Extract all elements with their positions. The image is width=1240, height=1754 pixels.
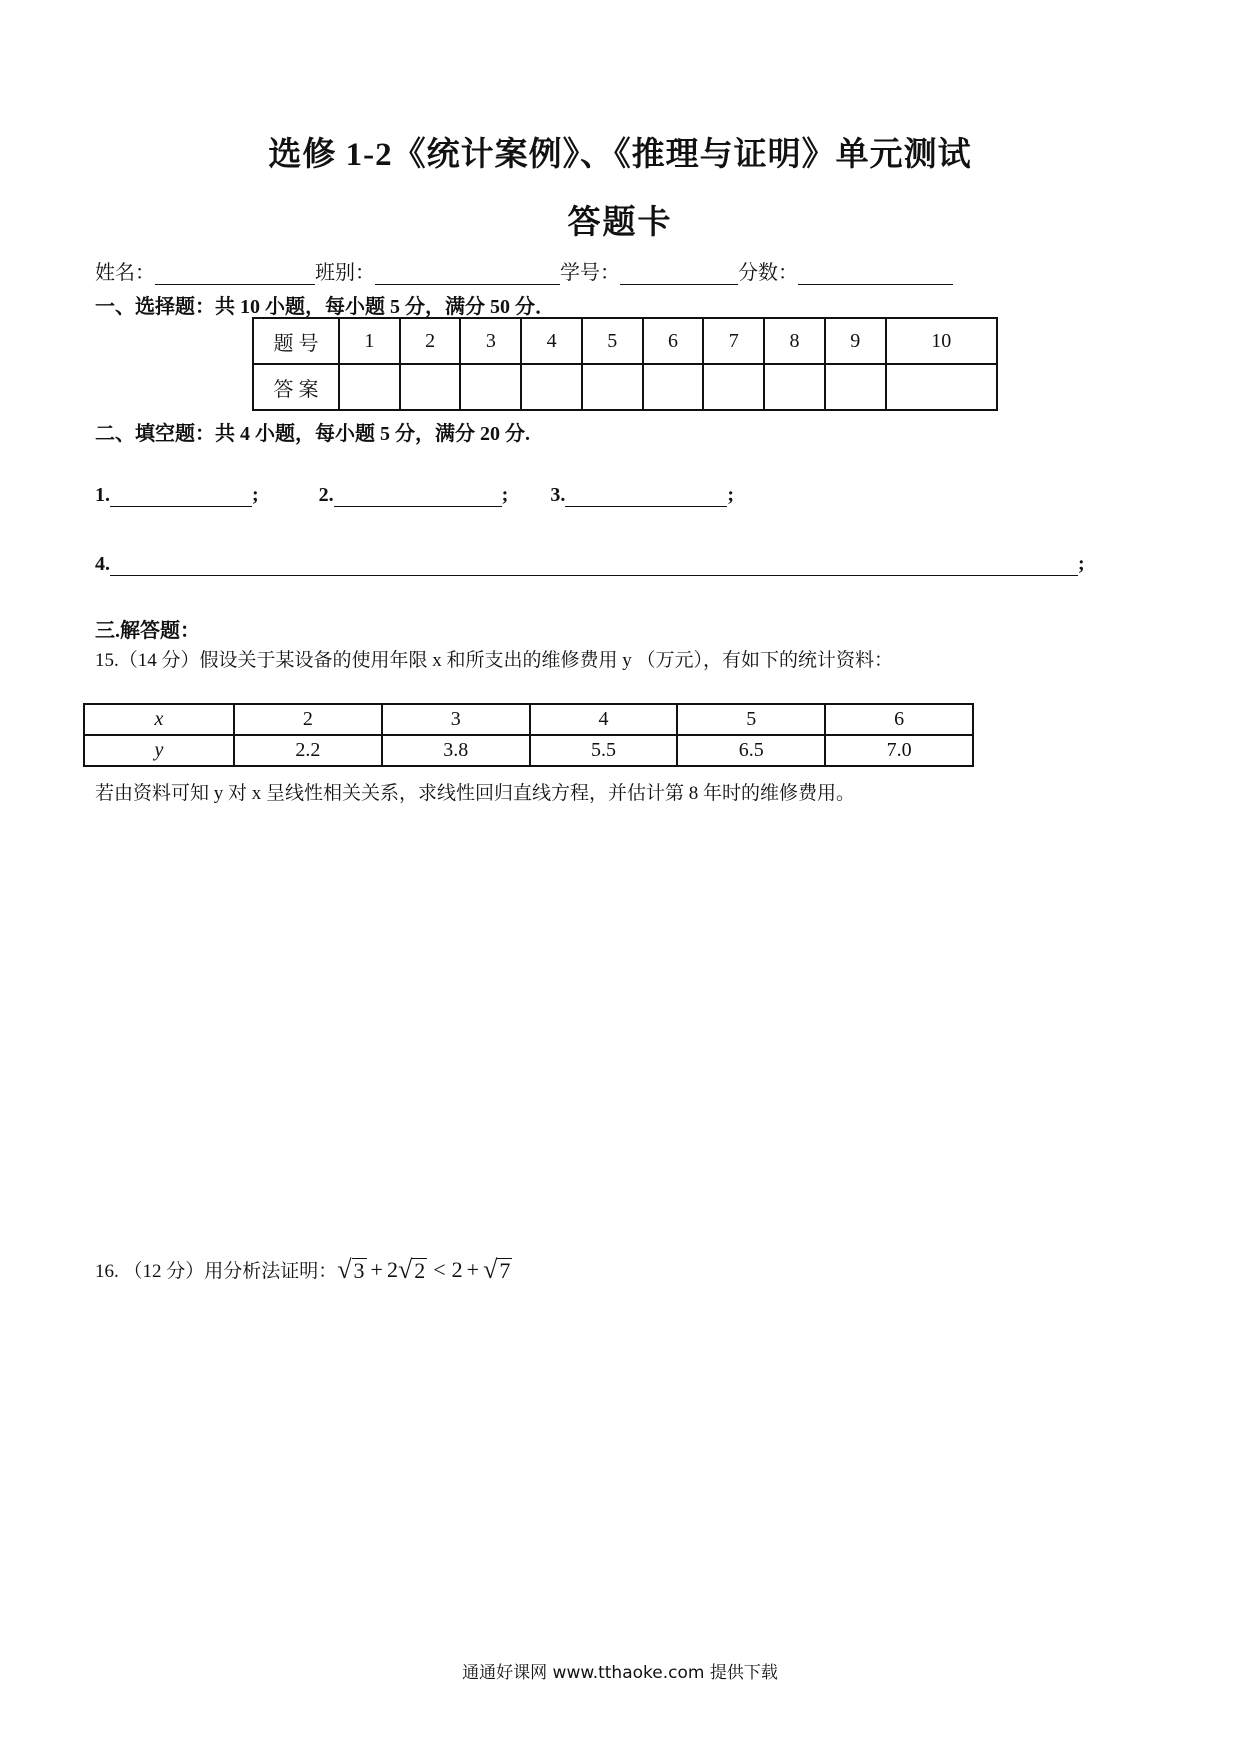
question-number-cell: 6 bbox=[643, 318, 704, 364]
question-number-cell: 1 bbox=[339, 318, 400, 364]
footer-source: 通通好课网 www.tthaoke.com 提供下载 bbox=[462, 1663, 778, 1683]
answer-cell[interactable] bbox=[764, 364, 825, 410]
answer-row bbox=[253, 364, 997, 410]
blank3-label: 3. bbox=[550, 484, 566, 506]
page-subtitle: 答题卡 bbox=[567, 205, 673, 241]
answer-cell[interactable] bbox=[825, 364, 886, 410]
name-label: 姓名： bbox=[95, 262, 155, 284]
question-16-text: 16. （12 分）用分析法证明： bbox=[95, 1261, 338, 1282]
question-number-cell: 8 bbox=[764, 318, 825, 364]
answer-cell[interactable] bbox=[521, 364, 582, 410]
question-number-cell: 4 bbox=[521, 318, 582, 364]
statistics-table bbox=[83, 703, 974, 767]
blank2-sep: ; bbox=[501, 484, 509, 506]
blank3-sep: ; bbox=[727, 484, 735, 506]
blank1-label: 1. bbox=[95, 484, 110, 506]
question-15-text: 15.（14 分）假设关于某设备的使用年限 x 和所支出的维修费用 y （万元），有如下的统计资料： bbox=[95, 650, 894, 671]
y-row bbox=[84, 735, 973, 766]
question-number-cell: 2 bbox=[400, 318, 461, 364]
row-label-answer: 答 案 bbox=[253, 364, 339, 410]
blank1-sep: ; bbox=[252, 484, 259, 506]
question-number-row bbox=[253, 318, 997, 364]
question-number-cell: 10 bbox=[886, 318, 997, 364]
x-value-cell: 5 bbox=[677, 704, 825, 735]
score-field[interactable] bbox=[798, 264, 953, 285]
name-field[interactable] bbox=[155, 264, 315, 285]
y-value-cell: 5.5 bbox=[530, 735, 678, 766]
answer-cell[interactable] bbox=[582, 364, 643, 410]
question-16-equation: √ 3 + 2 √ 2 < 2 + √ 7 bbox=[337, 1255, 511, 1284]
sqrt-3: √ 3 bbox=[337, 1255, 365, 1284]
class-field[interactable] bbox=[375, 264, 560, 285]
section2-heading: 二、填空题：共 4 小题，每小题 5 分，满分 20 分. bbox=[95, 423, 530, 445]
x-row bbox=[84, 704, 973, 735]
section1-heading: 一、选择题：共 10 小题，每小题 5 分，满分 50 分． bbox=[95, 296, 555, 318]
section3-heading: 三.解答题： bbox=[95, 620, 200, 642]
y-value-cell: 7.0 bbox=[825, 735, 973, 766]
x-value-cell: 4 bbox=[530, 704, 678, 735]
x-value-cell: 6 bbox=[825, 704, 973, 735]
blank1-field[interactable] bbox=[110, 486, 252, 507]
x-value-cell: 3 bbox=[382, 704, 530, 735]
answer-cell[interactable] bbox=[703, 364, 764, 410]
answer-cell[interactable] bbox=[339, 364, 400, 410]
id-label: 学号： bbox=[560, 262, 620, 284]
class-label: 班别： bbox=[315, 262, 375, 284]
x-value-cell: 2 bbox=[234, 704, 382, 735]
question-16 bbox=[95, 1256, 512, 1283]
fill-blank-row-2 bbox=[95, 553, 1085, 576]
y-value-cell: 6.5 bbox=[677, 735, 825, 766]
blank2-label: 2. bbox=[318, 484, 334, 506]
blank4-label: 4. bbox=[95, 553, 110, 575]
answer-cell[interactable] bbox=[460, 364, 521, 410]
question-number-cell: 7 bbox=[703, 318, 764, 364]
question-number-cell: 5 bbox=[582, 318, 643, 364]
answer-grid-table bbox=[252, 317, 998, 411]
question-number-cell: 3 bbox=[460, 318, 521, 364]
answer-cell[interactable] bbox=[886, 364, 997, 410]
row-label-number: 题 号 bbox=[253, 318, 339, 364]
page-title: 选修 1-2《统计案例》、《推理与证明》单元测试 bbox=[268, 137, 972, 173]
y-value-cell: 2.2 bbox=[234, 735, 382, 766]
sqrt-7: √ 7 bbox=[483, 1255, 511, 1284]
blank4-sep: ; bbox=[1078, 553, 1085, 575]
x-label-cell: x bbox=[84, 704, 234, 735]
answer-cell[interactable] bbox=[643, 364, 704, 410]
score-label: 分数： bbox=[738, 262, 798, 284]
blank3-field[interactable] bbox=[565, 486, 727, 507]
y-value-cell: 3.8 bbox=[382, 735, 530, 766]
question-number-cell: 9 bbox=[825, 318, 886, 364]
blank4-field[interactable] bbox=[110, 555, 1078, 576]
question-15-followup: 若由资料可知 y 对 x 呈线性相关关系，求线性回归直线方程，并估计第 8 年时的维修费用。 bbox=[95, 783, 856, 804]
blank2-field[interactable] bbox=[334, 486, 502, 507]
y-label-cell: y bbox=[84, 735, 234, 766]
fill-blank-row-1 bbox=[95, 484, 734, 507]
student-info-row bbox=[95, 256, 953, 285]
id-field[interactable] bbox=[620, 264, 738, 285]
sqrt-2: √ 2 bbox=[397, 1255, 426, 1284]
answer-cell[interactable] bbox=[400, 364, 461, 410]
